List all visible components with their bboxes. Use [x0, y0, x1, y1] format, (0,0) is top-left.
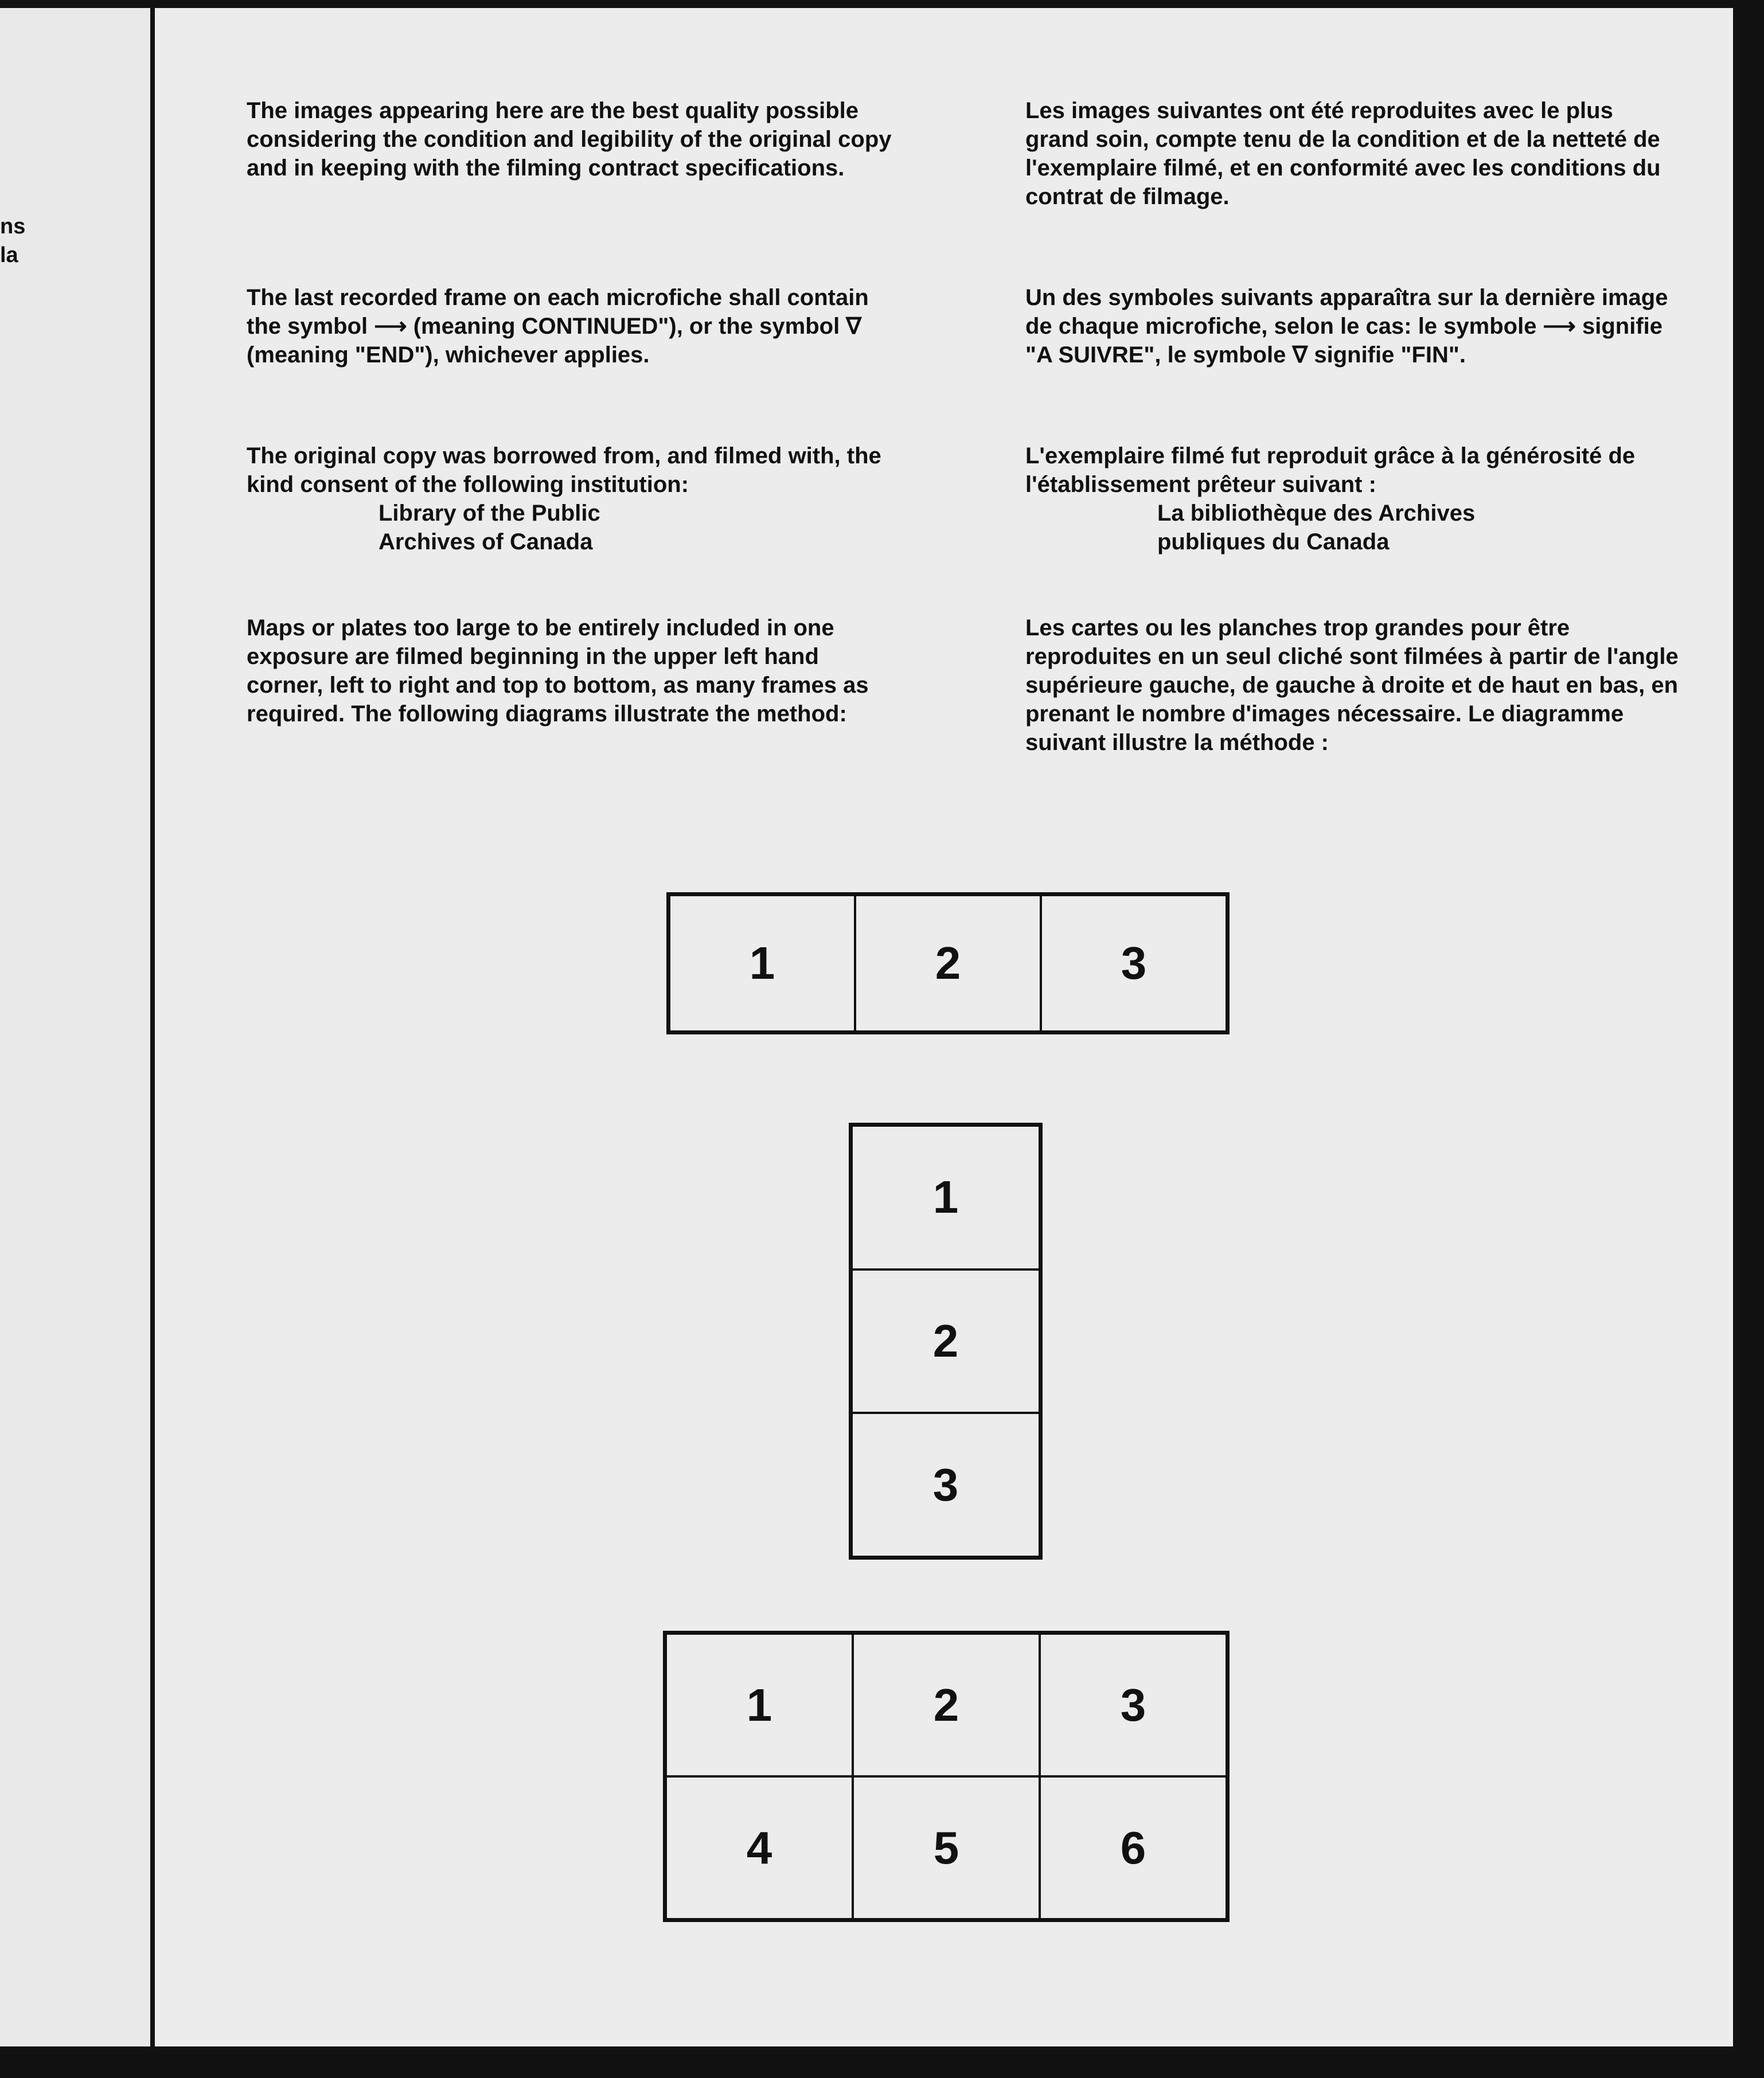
film-frame-bottom	[0, 2046, 1764, 2078]
frame-cell: 1	[669, 895, 855, 1032]
symbol-note-fr: Un des symboles suivants apparaîtra sur la dernière image de chaque microfiche, selon le cas: le symbole ⟶ signifie "A SUIVRE", le symbole ∇ signifie "FIN".	[1025, 285, 1668, 368]
frame-cell: 3	[852, 1413, 1040, 1557]
diagram-grid-sequence	[663, 1631, 1230, 1922]
institution-line: Archives of Canada	[378, 529, 593, 554]
quality-note-en: The images appearing here are the best quality possible considering the condition and legibility of the original copy and in keeping with the filming contract specifications.	[247, 98, 892, 181]
film-gutter	[150, 8, 155, 2046]
diagram-horizontal-sequence	[666, 892, 1230, 1034]
quality-note-fr: Les images suivantes ont été reproduites avec le plus grand soin, compte tenu de la condition et de la netteté de l'exemplaire filmé, et en conformité avec les conditions du contrat de filmage.	[1025, 98, 1661, 209]
frame-cell: 5	[853, 1776, 1040, 1919]
frame-cell: 2	[852, 1270, 1040, 1413]
english-column	[247, 96, 900, 182]
diagram-vertical-sequence	[849, 1123, 1043, 1560]
film-frame-right	[1733, 0, 1764, 2078]
target-page	[155, 8, 1733, 2046]
english-column	[247, 614, 900, 728]
frame-cell: 2	[855, 895, 1041, 1032]
symbol-note-en: The last recorded frame on each microfiche shall contain the symbol ⟶ (meaning CONTINUED"), or the symbol ∇ (meaning "END"), whichever applies.	[247, 285, 869, 368]
frame-cell: 6	[1040, 1776, 1227, 1919]
method-note-en: Maps or plates too large to be entirely included in one exposure are filmed beginning in the upper left hand corner, left to right and top to bottom, as many frames as required. The following diagrams illustrate the method:	[247, 615, 869, 726]
frame-cell: 3	[1040, 1634, 1227, 1776]
method-note-fr: Les cartes ou les planches trop grandes pour être reproduites en un seul cliché sont filmées à partir de l'angle supérieure gauche, de gauche à droite et de haut en bas, en prenant le nombre d'images nécessaire. Le diagramme suivant illustre la méthode :	[1025, 615, 1679, 755]
english-column	[247, 283, 900, 369]
french-column	[1025, 283, 1679, 369]
cut-text-fragment: ns	[0, 214, 26, 239]
consent-note-fr: L'exemplaire filmé fut reproduit grâce à la générosité de l'établissement prêteur suivant :	[1025, 443, 1636, 497]
consent-note-en: The original copy was borrowed from, and filmed with, the kind consent of the following institution:	[247, 443, 881, 497]
frame-cell: 1	[852, 1126, 1040, 1270]
french-column	[1025, 614, 1679, 757]
frame-cell: 1	[666, 1634, 853, 1776]
institution-line: publiques du Canada	[1157, 529, 1390, 554]
film-frame-top	[0, 0, 1764, 8]
cut-text-fragment: la	[0, 243, 18, 267]
english-column	[247, 442, 900, 556]
previous-page-strip	[0, 8, 150, 2046]
institution-name-en	[247, 499, 900, 556]
french-column	[1025, 96, 1679, 211]
frame-cell: 2	[853, 1634, 1040, 1776]
frame-cell: 4	[666, 1776, 853, 1919]
institution-line: La bibliothèque des Archives	[1157, 501, 1476, 526]
frame-cell: 3	[1041, 895, 1227, 1032]
institution-line: Library of the Public	[378, 501, 600, 526]
french-column	[1025, 442, 1679, 556]
institution-name-fr	[1025, 499, 1679, 556]
